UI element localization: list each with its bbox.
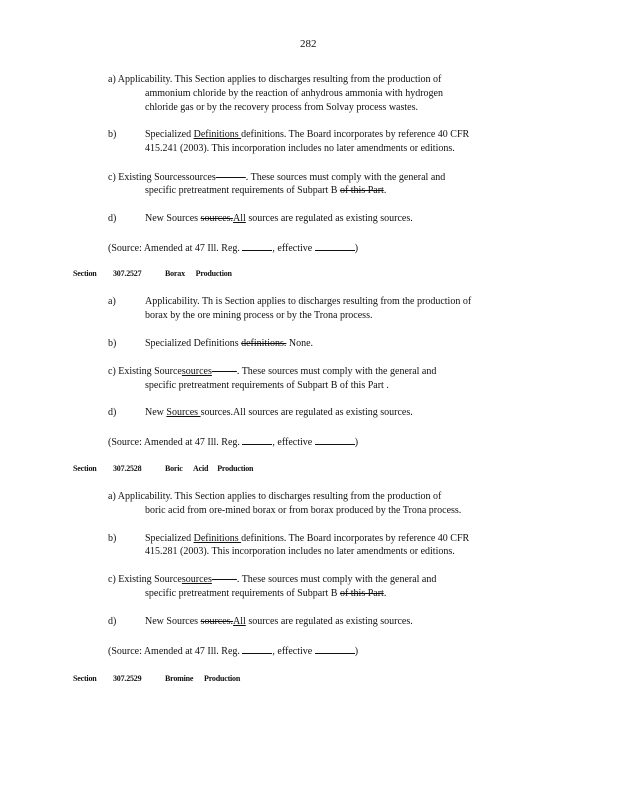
text: New bbox=[145, 407, 167, 418]
item-a-line-3: chloride gas or by the recovery process from Solvay process wastes. bbox=[145, 102, 418, 113]
text: c) Existing Source bbox=[108, 574, 182, 585]
item-c-line-2: specific pretreatment requirements of Subpart B of this Part . bbox=[145, 380, 389, 391]
item-b-label: b) bbox=[108, 338, 117, 349]
item-d-line bbox=[145, 616, 413, 628]
item-c-line-1 bbox=[108, 172, 445, 184]
inserted-text: Sources bbox=[166, 407, 201, 418]
deleted-text: of this Part bbox=[339, 588, 384, 599]
source-note bbox=[108, 644, 358, 658]
blank-line bbox=[315, 241, 355, 251]
section-title: Borax Production bbox=[165, 269, 232, 278]
item-a-line-2: ammonium chloride by the reaction of anhydrous ammonia with hydrogen bbox=[145, 88, 443, 99]
text: c) Existing Sources bbox=[108, 172, 186, 183]
deleted-text: sources. bbox=[200, 213, 234, 224]
text: Specialized bbox=[145, 129, 194, 140]
text: . bbox=[383, 185, 387, 196]
item-d-label: d) bbox=[108, 407, 117, 418]
item-b-line-1 bbox=[145, 338, 313, 350]
inserted-text: Definitions bbox=[193, 533, 242, 544]
item-d-label: d) bbox=[108, 213, 117, 224]
deleted-text: definitions. bbox=[241, 338, 287, 349]
text: . These sources must comply with the general and bbox=[236, 366, 437, 377]
inserted-text: Definitions bbox=[193, 129, 242, 140]
inserted-text: All bbox=[233, 616, 246, 627]
inserted-text: All bbox=[233, 213, 246, 224]
item-c-line-2 bbox=[145, 588, 386, 600]
item-a-line-1: a) Applicability. This Section applies to discharges resulting from the production of bbox=[108, 74, 442, 85]
text: specific pretreatment requirements of Subpart B bbox=[145, 185, 340, 196]
item-a-line-1: Applicability. Th is Section applies to discharges resulting from the production of bbox=[145, 296, 472, 307]
blank-line bbox=[242, 644, 272, 654]
item-b-line-1 bbox=[145, 533, 469, 545]
source-note bbox=[108, 435, 358, 449]
section-heading bbox=[73, 463, 253, 475]
text: ) bbox=[354, 243, 359, 254]
text: , effective bbox=[272, 646, 315, 657]
text: sources are regulated as existing sources. bbox=[245, 616, 413, 627]
text: . These sources must comply with the general and bbox=[236, 574, 437, 585]
item-d-label: d) bbox=[108, 616, 117, 627]
text: None. bbox=[286, 338, 314, 349]
blank-line bbox=[315, 644, 355, 654]
item-b-line-2: 415.241 (2003). This incorporation includes no later amendments or editions. bbox=[145, 143, 455, 154]
deleted-text: sources bbox=[185, 172, 216, 183]
item-b-line-2: 415.281 (2003). This incorporation includes no later amendments or editions. bbox=[145, 546, 455, 557]
inserted-text: sources bbox=[181, 574, 212, 585]
item-a-line-2: borax by the ore mining process or by the Trona process. bbox=[145, 310, 373, 321]
text: definitions. The Board incorporates by reference 40 CFR bbox=[241, 533, 470, 544]
item-c-line-1 bbox=[108, 366, 436, 378]
text: . bbox=[383, 588, 387, 599]
text: c) Existing Source bbox=[108, 366, 182, 377]
section-number: 307.2528 bbox=[113, 464, 142, 473]
item-b-label: b) bbox=[108, 533, 117, 544]
text: sources are regulated as existing sources. bbox=[245, 213, 413, 224]
item-b-label: b) bbox=[108, 129, 117, 140]
section-heading bbox=[73, 673, 240, 685]
text: , effective bbox=[272, 437, 315, 448]
item-a-label: a) bbox=[108, 296, 116, 307]
text: specific pretreatment requirements of Subpart B bbox=[145, 588, 340, 599]
blank-line bbox=[315, 435, 355, 445]
item-d-line bbox=[145, 407, 413, 419]
deleted-text: sources. bbox=[200, 616, 234, 627]
text: (Source: Amended at 47 Ill. Reg. bbox=[108, 243, 243, 254]
deleted-blank bbox=[212, 574, 237, 585]
section-label: Section bbox=[73, 464, 97, 473]
text: . These sources must comply with the general and bbox=[245, 172, 446, 183]
text: Specialized bbox=[145, 533, 194, 544]
text: (Source: Amended at 47 Ill. Reg. bbox=[108, 646, 243, 657]
item-d-line bbox=[145, 213, 413, 225]
item-c-line-2 bbox=[145, 185, 386, 197]
item-b-line-1 bbox=[145, 129, 469, 141]
deleted-blank bbox=[212, 366, 237, 377]
text: , effective bbox=[272, 243, 315, 254]
text: Specialized Definitions bbox=[145, 338, 242, 349]
section-title: Boric Acid Production bbox=[165, 464, 254, 473]
section-label: Section bbox=[73, 269, 97, 278]
text: New Sources bbox=[145, 616, 201, 627]
section-number: 307.2527 bbox=[113, 269, 142, 278]
text: sources.All sources are regulated as existing sources. bbox=[200, 407, 413, 418]
deleted-blank bbox=[216, 172, 246, 183]
item-a-line-2: boric acid from ore-mined borax or from borax produced by the Trona process. bbox=[145, 505, 462, 516]
section-number: 307.2529 bbox=[113, 674, 142, 683]
text: New Sources bbox=[145, 213, 201, 224]
deleted-text: of this Part bbox=[339, 185, 384, 196]
inserted-text: sources bbox=[181, 366, 212, 377]
blank-line bbox=[242, 435, 272, 445]
item-a-line-1: a) Applicability. This Section applies to discharges resulting from the production of bbox=[108, 491, 442, 502]
text: definitions. The Board incorporates by reference 40 CFR bbox=[241, 129, 470, 140]
text: ) bbox=[354, 437, 359, 448]
text: (Source: Amended at 47 Ill. Reg. bbox=[108, 437, 243, 448]
page-number: 282 bbox=[300, 38, 317, 50]
section-heading bbox=[73, 268, 232, 280]
section-label: Section bbox=[73, 674, 97, 683]
text: ) bbox=[354, 646, 359, 657]
blank-line bbox=[242, 241, 272, 251]
source-note bbox=[108, 241, 358, 255]
item-c-line-1 bbox=[108, 574, 436, 586]
section-title: Bromine Production bbox=[165, 674, 241, 683]
